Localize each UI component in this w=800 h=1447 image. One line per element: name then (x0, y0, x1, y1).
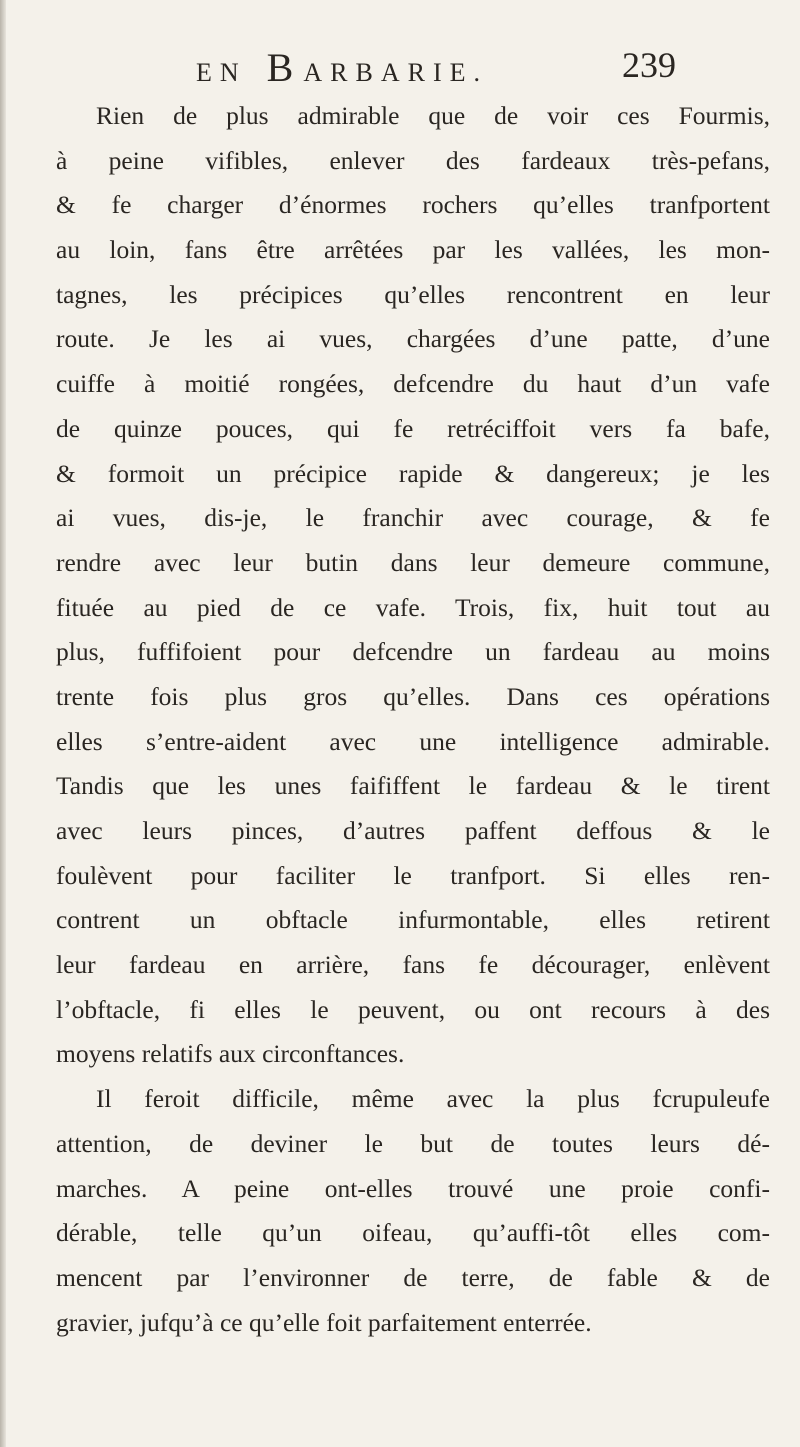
body-text (56, 94, 770, 1345)
text-line: de quinze pouces, qui fe retréciffoit vers fa bafe, (56, 413, 770, 443)
text-line: Rien de plus admirable que de voir ces Fourmis, (96, 101, 770, 130)
running-head-title-prefix: EN (196, 58, 247, 87)
text-line: marches. A peine ont-elles trouvé une proie confi- (56, 1173, 770, 1203)
text-line: trente fois plus gros qu’elles. Dans ces opérations (56, 681, 770, 711)
text-line: mencent par l’environner de terre, de fable & de (56, 1262, 770, 1292)
text-line: fituée au pied de ce vafe. Trois, fix, huit tout au (56, 592, 770, 622)
text-line: attention, de deviner le but de toutes leurs dé- (56, 1128, 770, 1158)
text-line: tagnes, les précipices qu’elles rencontrent en leur (56, 279, 770, 309)
text-line: avec leurs pinces, d’autres paffent deffous & le (56, 816, 770, 845)
text-line: l’obftacle, fi elles le peuvent, ou ont recours à des (56, 994, 770, 1024)
page-number: 239 (622, 45, 676, 85)
text-line: ai vues, dis-je, le franchir avec courage, & fe (56, 503, 770, 533)
text-line: Tandis que les unes faififfent le fardeau & le tirent (56, 771, 770, 801)
text-line: route. Je les ai vues, chargées d’une patte, d’une (56, 324, 770, 354)
text-line: moyens relatifs aux circonftances. (56, 1039, 405, 1069)
text-line: elles s’entre-aident avec une intelligence admirable. (56, 726, 770, 756)
running-head-title-initial: B (266, 45, 304, 90)
running-head-title (196, 44, 488, 91)
text-line: rendre avec leur butin dans leur demeure commune, (56, 547, 770, 577)
text-line: dérable, telle qu’un oifeau, qu’auffi-tôt elles com- (56, 1218, 770, 1248)
text-line: à peine vifibles, enlever des fardeaux très-pefans, (56, 145, 770, 175)
page-edge (0, 0, 6, 1447)
text-line: au loin, fans être arrêtées par les vallées, les mon- (56, 235, 770, 265)
text-line: foulèvent pour faciliter le tranfport. Si elles ren- (56, 860, 770, 890)
text-line: gravier, jufqu’à ce qu’elle foit parfaitement enterrée. (56, 1307, 592, 1337)
text-line: & fe charger d’énormes rochers qu’elles tranfportent (56, 190, 770, 220)
text-line: contrent un obftacle infurmontable, elles retirent (56, 905, 770, 935)
text-line: Il feroit difficile, même avec la plus fcrupuleufe (96, 1084, 770, 1114)
running-head-title-rest: ARBARIE. (303, 58, 488, 87)
text-line: leur fardeau en arrière, fans fe décourager, enlèvent (56, 950, 770, 980)
text-line: plus, fuffifoient pour defcendre un fardeau au moins (56, 637, 770, 667)
text-line: cuiffe à moitié rongées, defcendre du haut d’un vafe (56, 369, 770, 399)
text-line: & formoit un précipice rapide & dangereux; je les (56, 458, 770, 488)
